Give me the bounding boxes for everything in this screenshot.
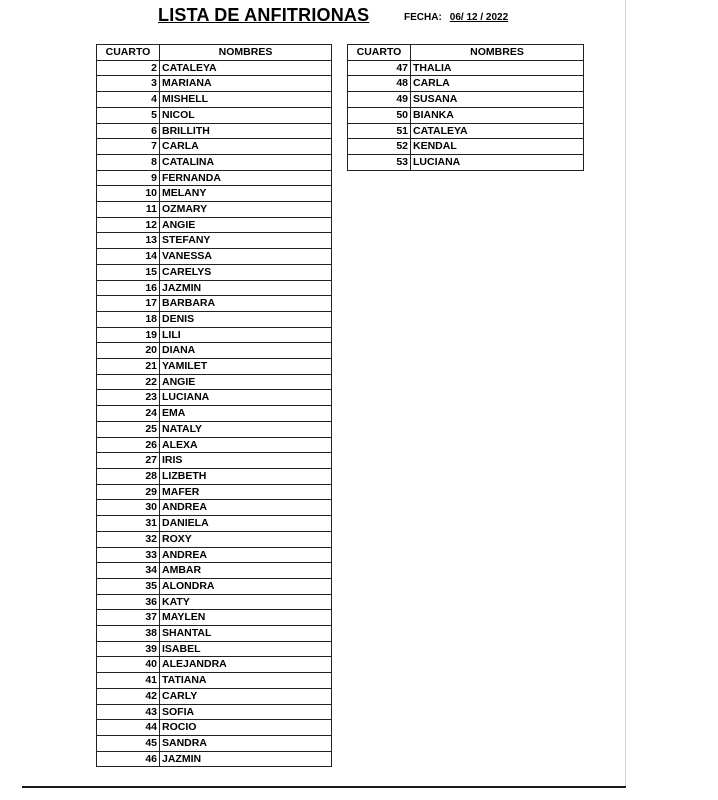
table-row <box>97 673 332 689</box>
hostess-name: STEFANY <box>160 233 332 249</box>
header-nombres: NOMBRES <box>160 45 332 61</box>
room-number: 30 <box>97 500 160 516</box>
table-row <box>97 327 332 343</box>
hostess-name: SOFIA <box>160 704 332 720</box>
hostess-name: TATIANA <box>160 673 332 689</box>
hostess-name: CARLA <box>160 139 332 155</box>
hostess-name: CATALEYA <box>160 60 332 76</box>
table-header-row <box>97 45 332 61</box>
hostess-name: DENIS <box>160 311 332 327</box>
table-row <box>97 123 332 139</box>
hostess-name: ISABEL <box>160 641 332 657</box>
hostess-name: JAZMIN <box>160 280 332 296</box>
table-row <box>97 547 332 563</box>
hostess-name: DANIELA <box>160 516 332 532</box>
table-row <box>97 594 332 610</box>
table-row <box>97 720 332 736</box>
room-number: 35 <box>97 578 160 594</box>
room-number: 44 <box>97 720 160 736</box>
room-number: 33 <box>97 547 160 563</box>
table-row <box>97 359 332 375</box>
room-number: 18 <box>97 311 160 327</box>
room-number: 40 <box>97 657 160 673</box>
page-edge <box>625 0 626 786</box>
table-row <box>97 264 332 280</box>
hostess-name: OZMARY <box>160 202 332 218</box>
room-number: 7 <box>97 139 160 155</box>
table-row <box>97 170 332 186</box>
room-number: 20 <box>97 343 160 359</box>
table-row <box>97 735 332 751</box>
date-label: FECHA: <box>404 12 442 23</box>
table-row <box>97 563 332 579</box>
table-row <box>97 154 332 170</box>
table-row <box>97 453 332 469</box>
hostess-name: ALEXA <box>160 437 332 453</box>
hostess-name: CATALINA <box>160 154 332 170</box>
room-number: 37 <box>97 610 160 626</box>
table-row <box>348 92 584 108</box>
hostess-name: DIANA <box>160 343 332 359</box>
bottom-rule <box>22 786 626 788</box>
document-title: LISTA DE ANFITRIONAS <box>158 5 370 25</box>
room-number: 38 <box>97 626 160 642</box>
table-row <box>97 688 332 704</box>
header-nombres: NOMBRES <box>411 45 584 61</box>
date-line <box>404 12 508 23</box>
room-number: 49 <box>348 92 411 108</box>
room-number: 4 <box>97 92 160 108</box>
table-row <box>97 500 332 516</box>
table-row <box>97 641 332 657</box>
table-row <box>348 60 584 76</box>
hostess-name: SHANTAL <box>160 626 332 642</box>
table-row <box>348 139 584 155</box>
hostess-name: MAFER <box>160 484 332 500</box>
hostess-name: SUSANA <box>411 92 584 108</box>
hostess-name: MELANY <box>160 186 332 202</box>
room-number: 50 <box>348 107 411 123</box>
table-row <box>97 468 332 484</box>
room-number: 47 <box>348 60 411 76</box>
header-cuarto: CUARTO <box>348 45 411 61</box>
hostess-name: ROCIO <box>160 720 332 736</box>
room-number: 5 <box>97 107 160 123</box>
table-row <box>97 92 332 108</box>
table-row <box>97 626 332 642</box>
table-row <box>97 217 332 233</box>
hostess-name: ANDREA <box>160 547 332 563</box>
hostess-name: ANGIE <box>160 217 332 233</box>
table-row <box>97 437 332 453</box>
table-row <box>97 531 332 547</box>
room-number: 9 <box>97 170 160 186</box>
table-row <box>97 484 332 500</box>
room-number: 19 <box>97 327 160 343</box>
room-number: 12 <box>97 217 160 233</box>
table-row <box>348 76 584 92</box>
room-number: 11 <box>97 202 160 218</box>
table-row <box>97 406 332 422</box>
table-row <box>97 107 332 123</box>
table-body-right <box>348 60 584 170</box>
date-value: 06/ 12 / 2022 <box>449 12 509 23</box>
hostess-name: MAYLEN <box>160 610 332 626</box>
room-number: 25 <box>97 421 160 437</box>
hostess-name: BIANKA <box>411 107 584 123</box>
hostess-name: KENDAL <box>411 139 584 155</box>
room-number: 43 <box>97 704 160 720</box>
hostess-name: THALIA <box>411 60 584 76</box>
hostess-name: BRILLITH <box>160 123 332 139</box>
table-row <box>97 657 332 673</box>
hostess-table-right <box>347 44 584 171</box>
table-row <box>97 421 332 437</box>
room-number: 31 <box>97 516 160 532</box>
table-row <box>97 280 332 296</box>
room-number: 24 <box>97 406 160 422</box>
table-row <box>348 123 584 139</box>
room-number: 10 <box>97 186 160 202</box>
table-row <box>348 107 584 123</box>
room-number: 16 <box>97 280 160 296</box>
room-number: 52 <box>348 139 411 155</box>
hostess-name: ANDREA <box>160 500 332 516</box>
room-number: 41 <box>97 673 160 689</box>
hostess-name: CARELYS <box>160 264 332 280</box>
room-number: 2 <box>97 60 160 76</box>
hostess-name: ANGIE <box>160 374 332 390</box>
table-row <box>97 249 332 265</box>
room-number: 34 <box>97 563 160 579</box>
hostess-name: BARBARA <box>160 296 332 312</box>
hostess-name: EMA <box>160 406 332 422</box>
table-row <box>97 578 332 594</box>
room-number: 23 <box>97 390 160 406</box>
room-number: 22 <box>97 374 160 390</box>
hostess-name: MISHELL <box>160 92 332 108</box>
room-number: 6 <box>97 123 160 139</box>
room-number: 28 <box>97 468 160 484</box>
hostess-name: NATALY <box>160 421 332 437</box>
hostess-name: SANDRA <box>160 735 332 751</box>
hostess-name: KATY <box>160 594 332 610</box>
table-body-left <box>97 60 332 767</box>
table-row <box>97 390 332 406</box>
hostess-name: FERNANDA <box>160 170 332 186</box>
hostess-name: CATALEYA <box>411 123 584 139</box>
room-number: 53 <box>348 154 411 170</box>
room-number: 15 <box>97 264 160 280</box>
table-header-row <box>348 45 584 61</box>
header-cuarto: CUARTO <box>97 45 160 61</box>
room-number: 13 <box>97 233 160 249</box>
hostess-name: LILI <box>160 327 332 343</box>
room-number: 26 <box>97 437 160 453</box>
table-row <box>97 233 332 249</box>
table-row <box>97 704 332 720</box>
table-row <box>97 311 332 327</box>
table-row <box>97 374 332 390</box>
table-row <box>348 154 584 170</box>
room-number: 21 <box>97 359 160 375</box>
room-number: 45 <box>97 735 160 751</box>
table-row <box>97 343 332 359</box>
hostess-name: CARLY <box>160 688 332 704</box>
hostess-name: CARLA <box>411 76 584 92</box>
room-number: 42 <box>97 688 160 704</box>
room-number: 27 <box>97 453 160 469</box>
table-row <box>97 202 332 218</box>
room-number: 14 <box>97 249 160 265</box>
hostess-name: YAMILET <box>160 359 332 375</box>
room-number: 46 <box>97 751 160 767</box>
hostess-name: JAZMIN <box>160 751 332 767</box>
room-number: 36 <box>97 594 160 610</box>
table-row <box>97 186 332 202</box>
hostess-name: NICOL <box>160 107 332 123</box>
room-number: 39 <box>97 641 160 657</box>
hostess-name: ALONDRA <box>160 578 332 594</box>
room-number: 17 <box>97 296 160 312</box>
hostess-name: VANESSA <box>160 249 332 265</box>
hostess-name: IRIS <box>160 453 332 469</box>
table-row <box>97 139 332 155</box>
room-number: 8 <box>97 154 160 170</box>
room-number: 32 <box>97 531 160 547</box>
hostess-name: AMBAR <box>160 563 332 579</box>
table-row <box>97 610 332 626</box>
hostess-name: MARIANA <box>160 76 332 92</box>
table-row <box>97 60 332 76</box>
hostess-name: ALEJANDRA <box>160 657 332 673</box>
hostess-name: LUCIANA <box>160 390 332 406</box>
table-row <box>97 751 332 767</box>
table-row <box>97 296 332 312</box>
room-number: 29 <box>97 484 160 500</box>
room-number: 48 <box>348 76 411 92</box>
room-number: 51 <box>348 123 411 139</box>
hostess-name: LIZBETH <box>160 468 332 484</box>
room-number: 3 <box>97 76 160 92</box>
hostess-name: ROXY <box>160 531 332 547</box>
hostess-table-left <box>96 44 332 767</box>
table-row <box>97 76 332 92</box>
hostess-name: LUCIANA <box>411 154 584 170</box>
table-row <box>97 516 332 532</box>
